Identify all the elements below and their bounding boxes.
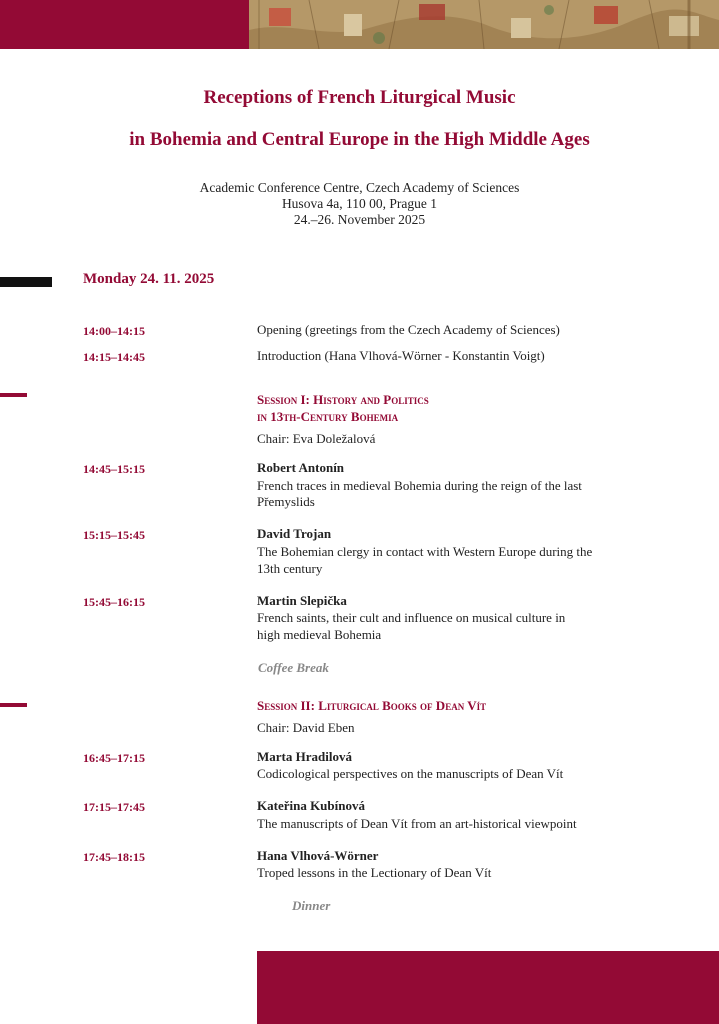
page-title-line2: in Bohemia and Central Europe in the High Middle Ages: [129, 129, 590, 150]
session-marker-bar: [0, 703, 27, 707]
talk-title: The Bohemian clergy in contact with Western Europe during the: [257, 544, 593, 559]
talk-title: Troped lessons in the Lectionary of Dean Vít: [257, 865, 492, 880]
program-item: Opening (greetings from the Czech Academy of Sciences): [257, 322, 560, 337]
time-slot: 14:15–14:45: [83, 350, 145, 364]
dinner-label: Dinner: [292, 898, 331, 913]
session-title-cont: in 13th-Century Bohemia: [257, 409, 399, 424]
conference-dates: 24.–26. November 2025: [293, 212, 426, 227]
session-chair: Chair: David Eben: [257, 720, 355, 735]
footer-color-bar: [257, 951, 719, 1024]
speaker-name: Hana Vlhová-Wörner: [257, 848, 379, 863]
time-slot: 16:45–17:15: [83, 751, 145, 765]
speaker-name: Kateřina Kubínová: [257, 798, 365, 813]
talk-title: French traces in medieval Bohemia during the reign of the last: [257, 478, 582, 493]
header-map-image: [249, 0, 719, 49]
day-heading: Monday 24. 11. 2025: [83, 271, 215, 287]
medieval-map-illustration: [249, 0, 719, 49]
day-marker-bar: [0, 277, 52, 287]
session-title: Session II: Liturgical Books of Dean Vít: [257, 698, 487, 713]
time-slot: 17:15–17:45: [83, 800, 145, 814]
talk-title: The manuscripts of Dean Vít from an art-historical viewpoint: [257, 816, 577, 831]
talk-title-cont: high medieval Bohemia: [257, 627, 382, 642]
speaker-name: Robert Antonín: [257, 460, 345, 475]
program-item: Introduction (Hana Vlhová-Wörner - Konstantin Voigt): [257, 348, 545, 363]
time-slot: 17:45–18:15: [83, 850, 145, 864]
talk-title: French saints, their cult and influence on musical culture in: [257, 610, 566, 625]
speaker-name: Martin Slepička: [257, 593, 347, 608]
time-slot: 15:15–15:45: [83, 528, 145, 542]
session-chair: Chair: Eva Doležalová: [257, 431, 376, 446]
talk-title-cont: Přemyslids: [257, 494, 315, 509]
coffee-break-label: Coffee Break: [258, 660, 329, 675]
time-slot: 15:45–16:15: [83, 595, 145, 609]
talk-title-cont: 13th century: [257, 561, 323, 576]
session-title: Session I: History and Politics: [257, 392, 429, 407]
time-slot: 14:00–14:15: [83, 324, 145, 338]
page-title-line1: Receptions of French Liturgical Music: [203, 87, 516, 108]
speaker-name: Marta Hradilová: [257, 749, 352, 764]
venue-address: Husova 4a, 110 00, Prague 1: [281, 196, 438, 211]
speaker-name: David Trojan: [257, 526, 332, 541]
time-slot: 14:45–15:15: [83, 462, 145, 476]
venue-name: Academic Conference Centre, Czech Academy of Sciences: [199, 180, 520, 195]
session-marker-bar: [0, 393, 27, 397]
header-color-bar: [0, 0, 249, 49]
talk-title: Codicological perspectives on the manuscripts of Dean Vít: [257, 766, 564, 781]
